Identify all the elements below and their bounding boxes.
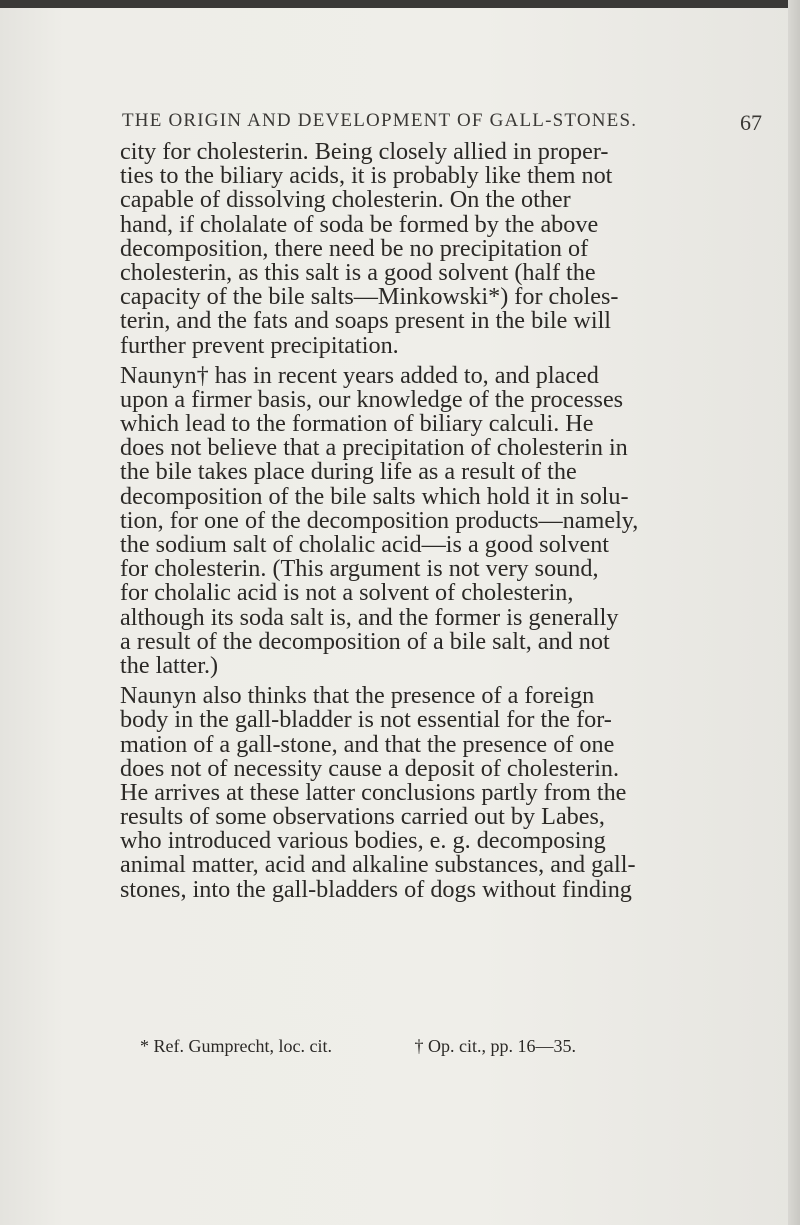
text-line: body in the gall-bladder is not essential for the for-: [120, 706, 612, 734]
footnote-gumprecht: * Ref. Gumprecht, loc. cit.: [140, 1036, 332, 1056]
text-line: animal matter, acid and alkaline substances, and gall-: [120, 851, 636, 879]
text-line: decomposition of the bile salts which hold it in solu-: [120, 482, 629, 510]
text-line: Naunyn† has in recent years added to, and placed: [120, 361, 599, 389]
paragraph-2: [120, 361, 768, 679]
text-line: the latter.): [120, 651, 219, 679]
top-border: [0, 0, 800, 8]
page-number: 67: [740, 110, 762, 135]
text-line: cholesterin, as this salt is a good solvent (half the: [120, 258, 596, 286]
text-line: city for cholesterin. Being closely allied in proper-: [120, 138, 609, 165]
running-title: THE ORIGIN AND DEVELOPMENT OF GALL-STONES.: [122, 110, 638, 131]
text-line: Naunyn also thinks that the presence of a foreign: [120, 682, 595, 710]
text-line: a result of the decomposition of a bile salt, and not: [120, 627, 610, 655]
paragraph-1: [120, 140, 768, 358]
footnote-naunyn: † Op. cit., pp. 16—35.: [414, 1036, 576, 1056]
text-line: stones, into the gall-bladders of dogs without finding: [120, 875, 632, 903]
text-line: hand, if cholalate of soda be formed by the above: [120, 210, 599, 238]
text-line: He arrives at these latter conclusions partly from the: [120, 778, 627, 806]
text-line: the sodium salt of cholalic acid—is a good solvent: [120, 531, 610, 558]
text-line: ties to the biliary acids, it is probably like them not: [120, 162, 613, 190]
page-edge-shadow: [788, 0, 800, 1225]
text-line: the bile takes place during life as a result of the: [120, 458, 577, 486]
body-text: [120, 140, 768, 902]
text-line: for cholesterin. (This argument is not very sound,: [120, 555, 599, 583]
text-line: does not believe that a precipitation of cholesterin in: [120, 434, 628, 462]
running-head: [122, 110, 762, 135]
text-line: mation of a gall-stone, and that the presence of one: [120, 730, 615, 758]
text-line: results of some observations carried out by Labes,: [120, 803, 605, 831]
paragraph-3: [120, 684, 768, 902]
text-line: although its soda salt is, and the former is generally: [120, 603, 619, 631]
text-line: which lead to the formation of biliary calculi. He: [120, 410, 594, 438]
text-line: decomposition, there need be no precipitation of: [120, 234, 589, 262]
text-line: upon a firmer basis, our knowledge of the processes: [120, 385, 624, 413]
text-line: for cholalic acid is not a solvent of cholesterin,: [120, 579, 574, 607]
footnotes: [140, 1036, 760, 1057]
text-line: who introduced various bodies, e. g. decomposing: [120, 827, 606, 855]
text-line: capable of dissolving cholesterin. On the other: [120, 186, 571, 214]
text-line: terin, and the fats and soaps present in the bile will: [120, 307, 612, 335]
text-line: tion, for one of the decomposition products—namely,: [120, 506, 639, 534]
text-line: does not of necessity cause a deposit of cholesterin.: [120, 754, 620, 782]
text-line: further prevent precipitation.: [120, 331, 399, 359]
text-line: capacity of the bile salts—Minkowski*) for choles-: [120, 283, 619, 311]
